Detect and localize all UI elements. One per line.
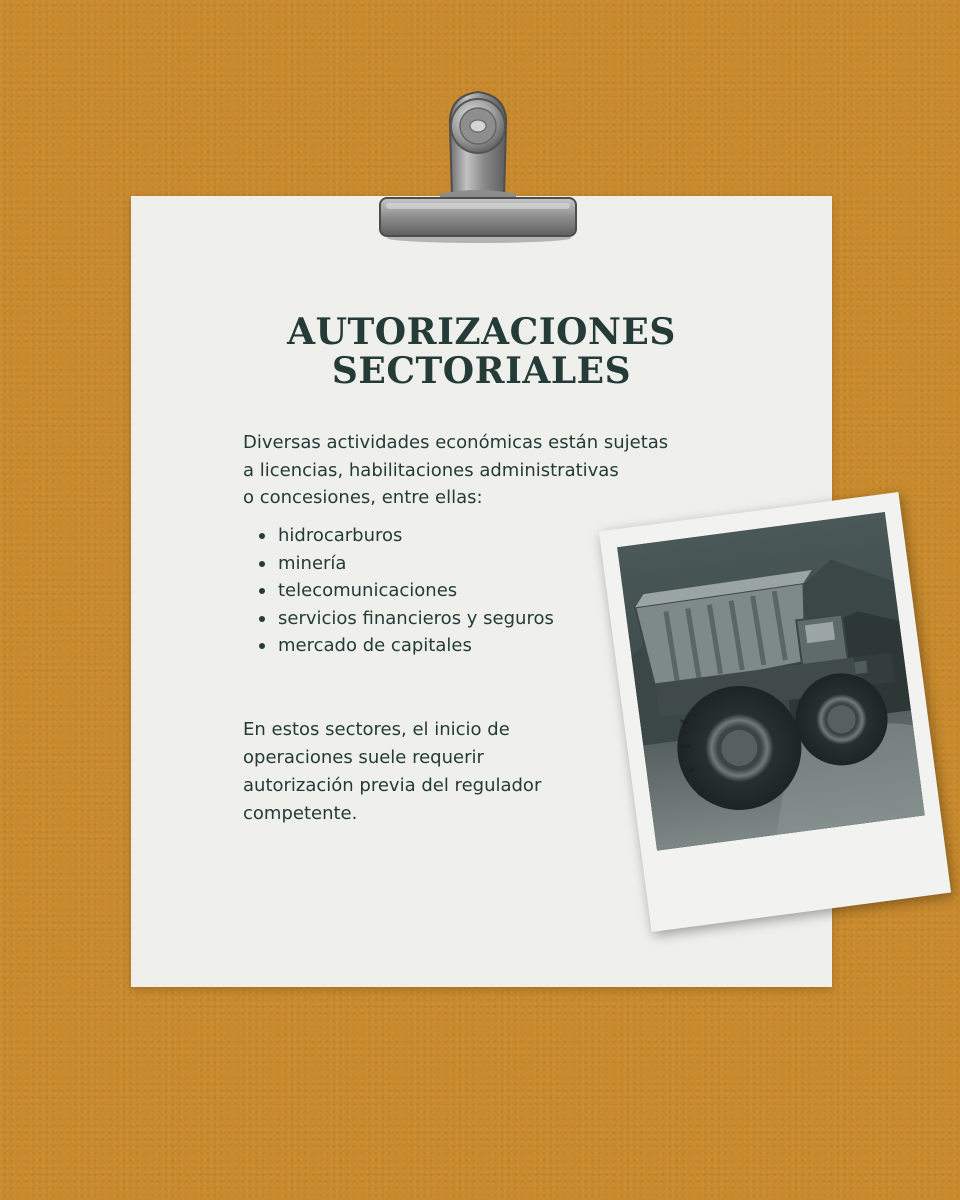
list-item: servicios financieros y seguros [258, 605, 554, 633]
closing-line-2: operaciones suele requerir [243, 747, 484, 768]
binder-clip-icon [378, 86, 578, 244]
intro-line-1: Diversas actividades económicas están sujetas [243, 432, 669, 453]
list-item: minería [258, 550, 554, 578]
title-line-2: SECTORIALES [331, 350, 632, 392]
intro-paragraph [243, 429, 713, 512]
mining-dump-truck-photo [617, 512, 925, 851]
page-title [131, 313, 832, 391]
title-line-1: AUTORIZACIONES [287, 311, 676, 353]
list-item: hidrocarburos [258, 522, 554, 550]
closing-line-4: competente. [243, 803, 358, 824]
intro-line-2: a licencias, habilitaciones administrativas [243, 459, 619, 481]
closing-line-1: En estos sectores, el inicio de [243, 719, 510, 740]
closing-line-3: autorización previa del regulador [243, 775, 542, 796]
list-item: mercado de capitales [258, 632, 554, 660]
polaroid-photo [599, 492, 951, 932]
closing-paragraph [243, 716, 623, 828]
intro-line-3: o concesiones, entre ellas: [243, 487, 483, 508]
list-item: telecomunicaciones [258, 577, 554, 605]
sector-list [258, 522, 554, 660]
